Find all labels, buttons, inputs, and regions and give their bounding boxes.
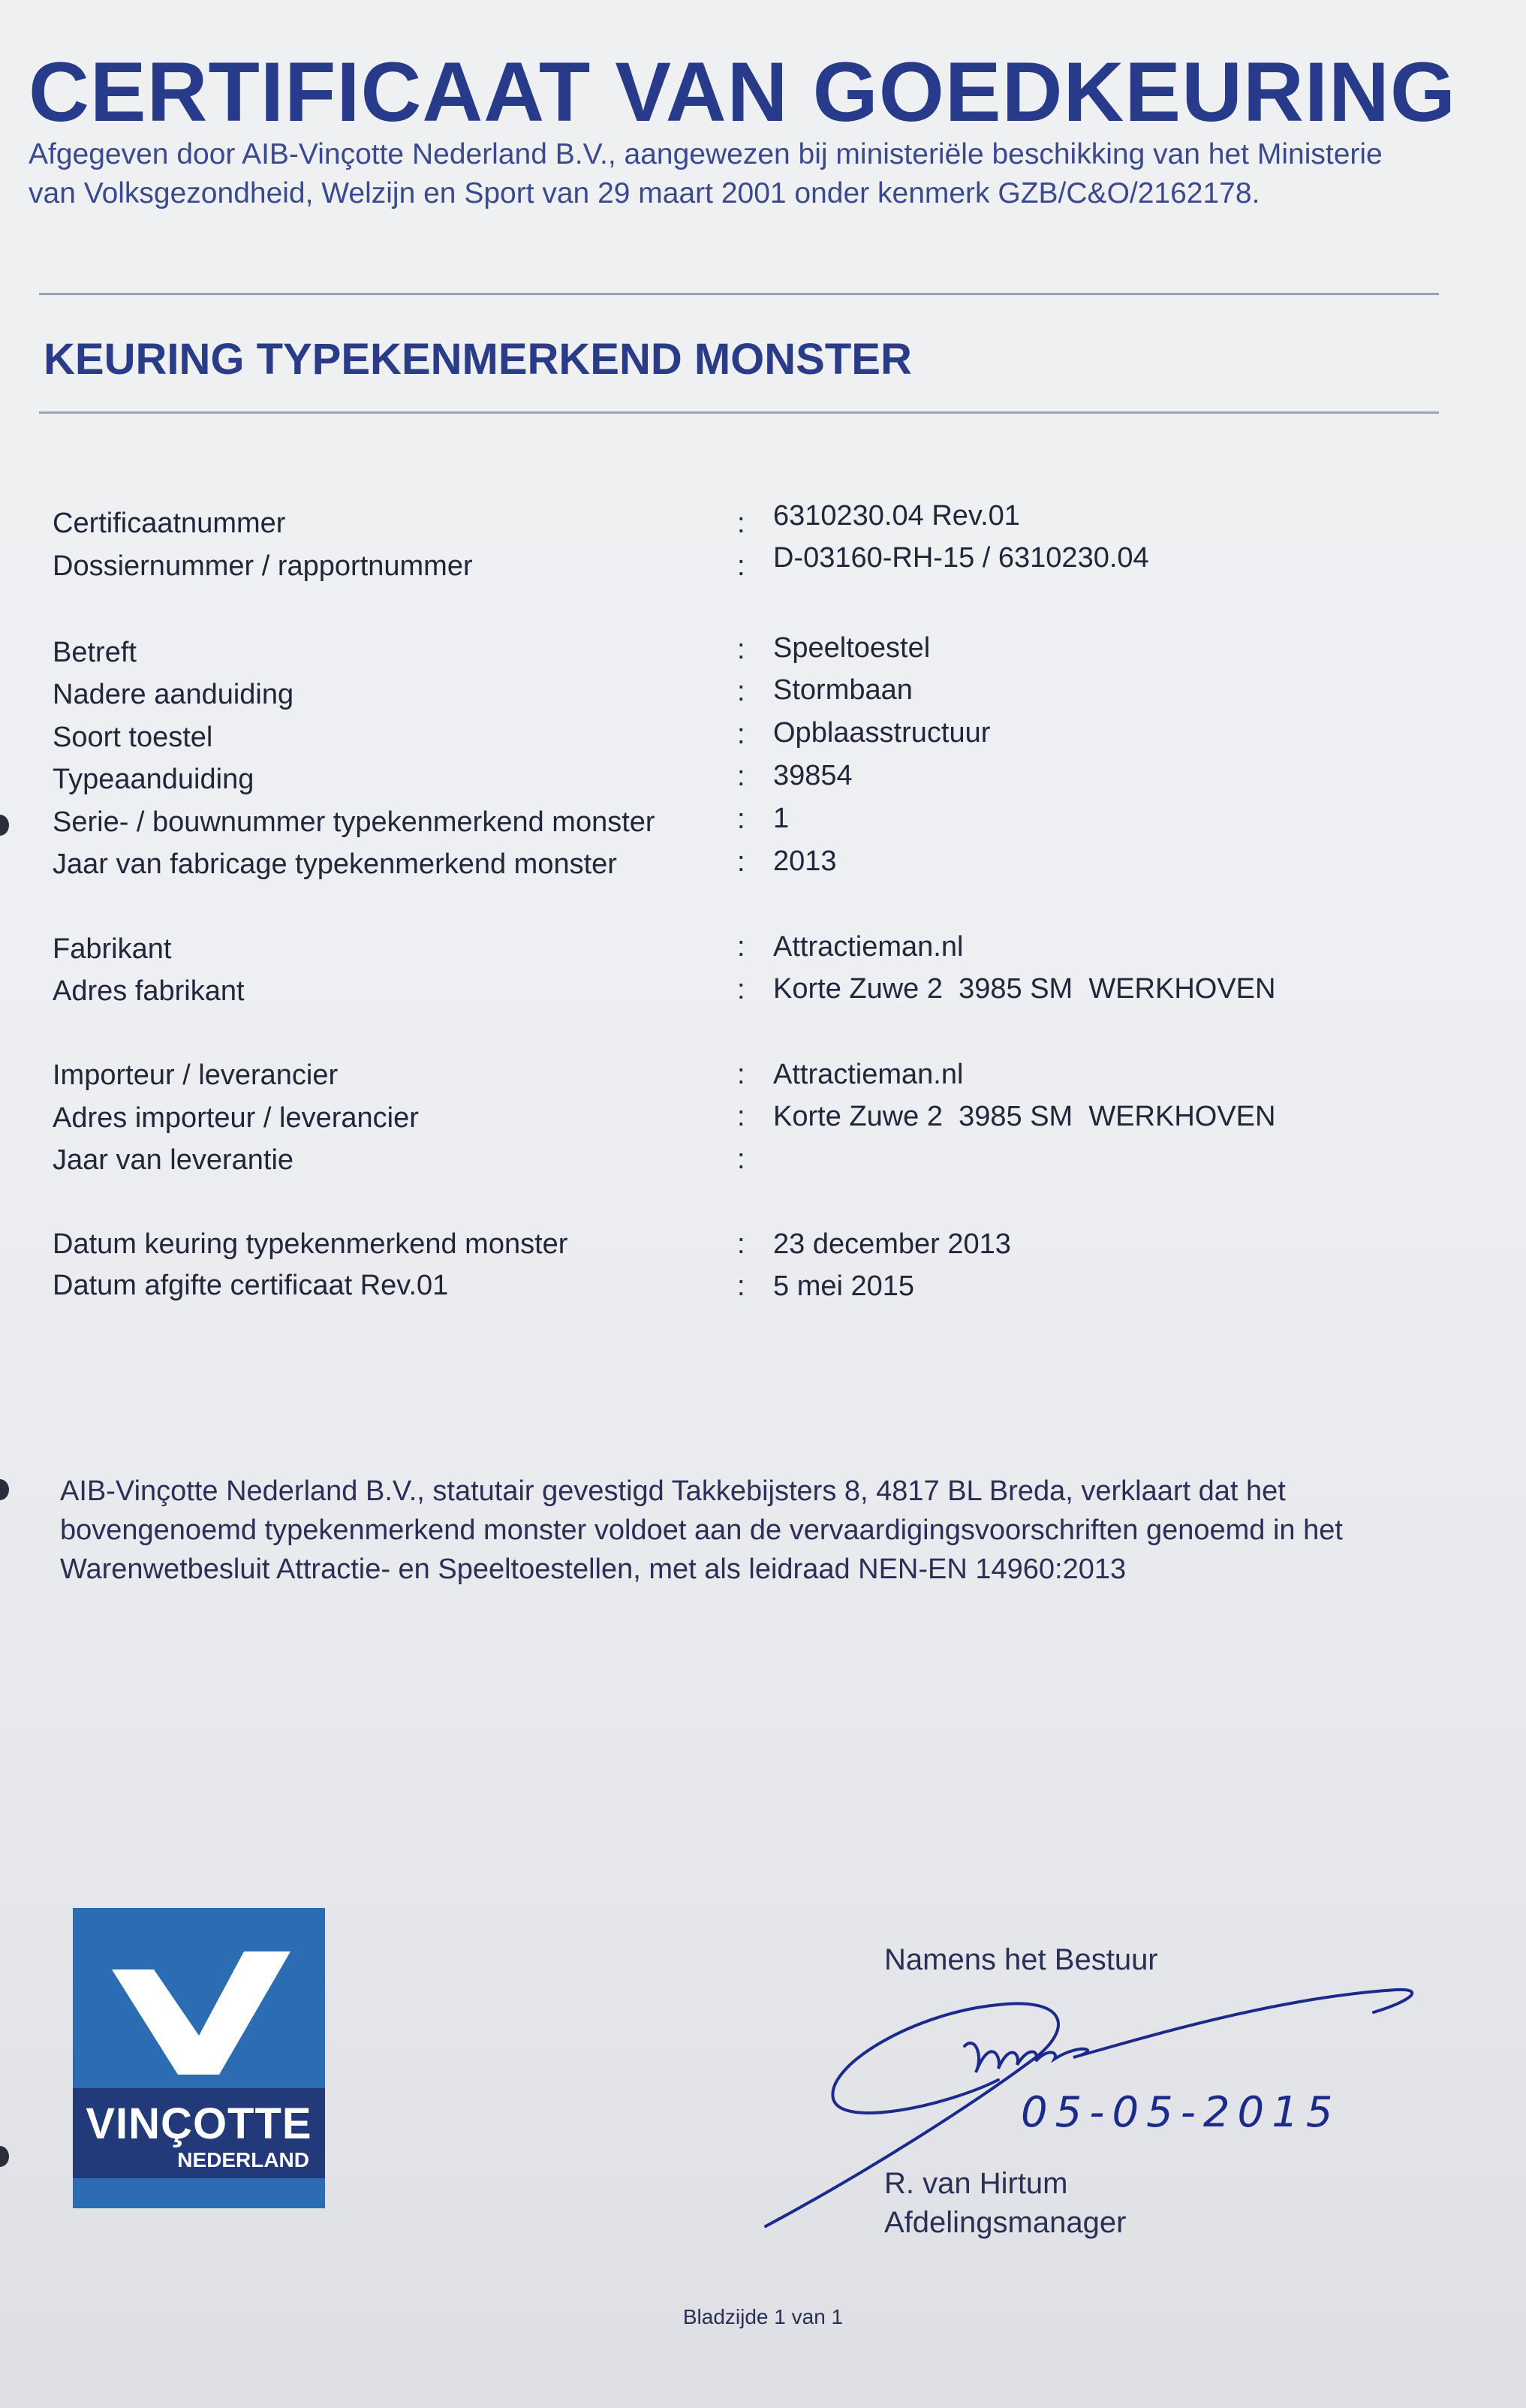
field-label: Datum afgifte certificaat Rev.01 [53, 1270, 449, 1301]
declaration-paragraph [60, 1472, 1456, 1589]
field-value: Korte Zuwe 2 3985 SM WERKHOVEN [773, 973, 1276, 1005]
intro-paragraph [29, 135, 1500, 213]
section-title: KEURING TYPEKENMERKEND MONSTER [44, 335, 912, 384]
field-label: Betreft [53, 637, 137, 668]
field-label: Jaar van fabricage typekenmerkend monster [53, 848, 617, 880]
handwritten-signature [751, 1967, 1441, 2238]
field-colon: : [737, 676, 745, 707]
signatory-name: R. van Hirtum [884, 2167, 1068, 2200]
punch-hole [0, 1479, 9, 1500]
field-value: D-03160-RH-15 / 6310230.04 [773, 542, 1149, 574]
field-label: Typeaanduiding [53, 764, 254, 795]
field-colon: : [737, 931, 745, 963]
field-colon: : [737, 846, 745, 878]
logo-country: NEDERLAND [177, 2148, 309, 2171]
logo-name: VINÇOTTE [86, 2099, 312, 2148]
field-label: Importeur / leverancier [53, 1059, 339, 1091]
field-value: 39854 [773, 760, 853, 791]
checkmark-icon [73, 1908, 325, 2088]
field-colon: : [737, 761, 745, 792]
field-value: Stormbaan [773, 674, 913, 706]
divider-section [39, 411, 1439, 414]
field-label: Fabrikant [53, 933, 172, 965]
signatory-role: Afdelingsmanager [884, 2206, 1127, 2239]
field-colon: : [737, 1228, 745, 1260]
field-value: Opblaasstructuur [773, 717, 991, 749]
declaration-line: bovengenoemd typekenmerkend monster voldoet aan de vervaardigingsvoorschriften genoemd in het [60, 1514, 1343, 1546]
field-value: Korte Zuwe 2 3985 SM WERKHOVEN [773, 1101, 1276, 1132]
field-label: Adres fabrikant [53, 975, 245, 1007]
field-value: Attractieman.nl [773, 1059, 964, 1090]
field-colon: : [737, 550, 745, 582]
logo-wordmark [73, 2088, 325, 2178]
field-label: Datum keuring typekenmerkend monster [53, 1228, 568, 1260]
punch-hole [0, 815, 9, 836]
field-value: 23 december 2013 [773, 1228, 1011, 1260]
certificate-title: CERTIFICAAT VAN GOEDKEURING [29, 45, 1456, 139]
field-colon: : [737, 1144, 745, 1175]
intro-line: Afgegeven door AIB-Vinçotte Nederland B.V., aangewezen bij ministeriële beschikking van het Ministerie [29, 138, 1383, 170]
field-label: Adres importeur / leverancier [53, 1102, 419, 1134]
punch-hole [0, 2146, 9, 2167]
field-colon: : [737, 974, 745, 1005]
field-colon: : [737, 634, 745, 665]
page-number: Bladzijde 1 van 1 [682, 2305, 844, 2328]
declaration-line: Warenwetbesluit Attractie- en Speeltoestellen, met als leidraad NEN-EN 14960:2013 [60, 1554, 1127, 1585]
field-colon: : [737, 803, 745, 835]
field-value: Speeltoestel [773, 632, 931, 664]
field-value: Attractieman.nl [773, 931, 964, 963]
vincotte-logo [73, 1908, 325, 2208]
intro-line: van Volksgezondheid, Welzijn en Sport van 29 maart 2001 onder kenmerk GZB/C&O/2162178. [29, 177, 1260, 209]
field-colon: : [737, 1270, 745, 1302]
field-colon: : [737, 719, 745, 750]
divider-top [39, 293, 1439, 295]
field-colon: : [737, 1101, 745, 1132]
field-colon: : [737, 1059, 745, 1090]
field-colon: : [737, 508, 745, 539]
field-value: 1 [773, 803, 790, 834]
field-label: Certificaatnummer [53, 508, 286, 539]
field-label: Nadere aanduiding [53, 679, 294, 710]
field-label: Serie- / bouwnummer typekenmerkend monster [53, 806, 655, 838]
field-label: Jaar van leverantie [53, 1144, 294, 1176]
field-value: 5 mei 2015 [773, 1270, 915, 1302]
field-label: Soort toestel [53, 722, 213, 753]
field-value: 2013 [773, 845, 837, 877]
field-label: Dossiernummer / rapportnummer [53, 550, 473, 582]
handwritten-date: 05-05-2015 [1021, 2088, 1341, 2137]
declaration-line: AIB-Vinçotte Nederland B.V., statutair gevestigd Takkebijsters 8, 4817 BL Breda, verklaart dat het [60, 1475, 1286, 1507]
field-value: 6310230.04 Rev.01 [773, 500, 1020, 532]
signature-heading: Namens het Bestuur [884, 1943, 1158, 1976]
